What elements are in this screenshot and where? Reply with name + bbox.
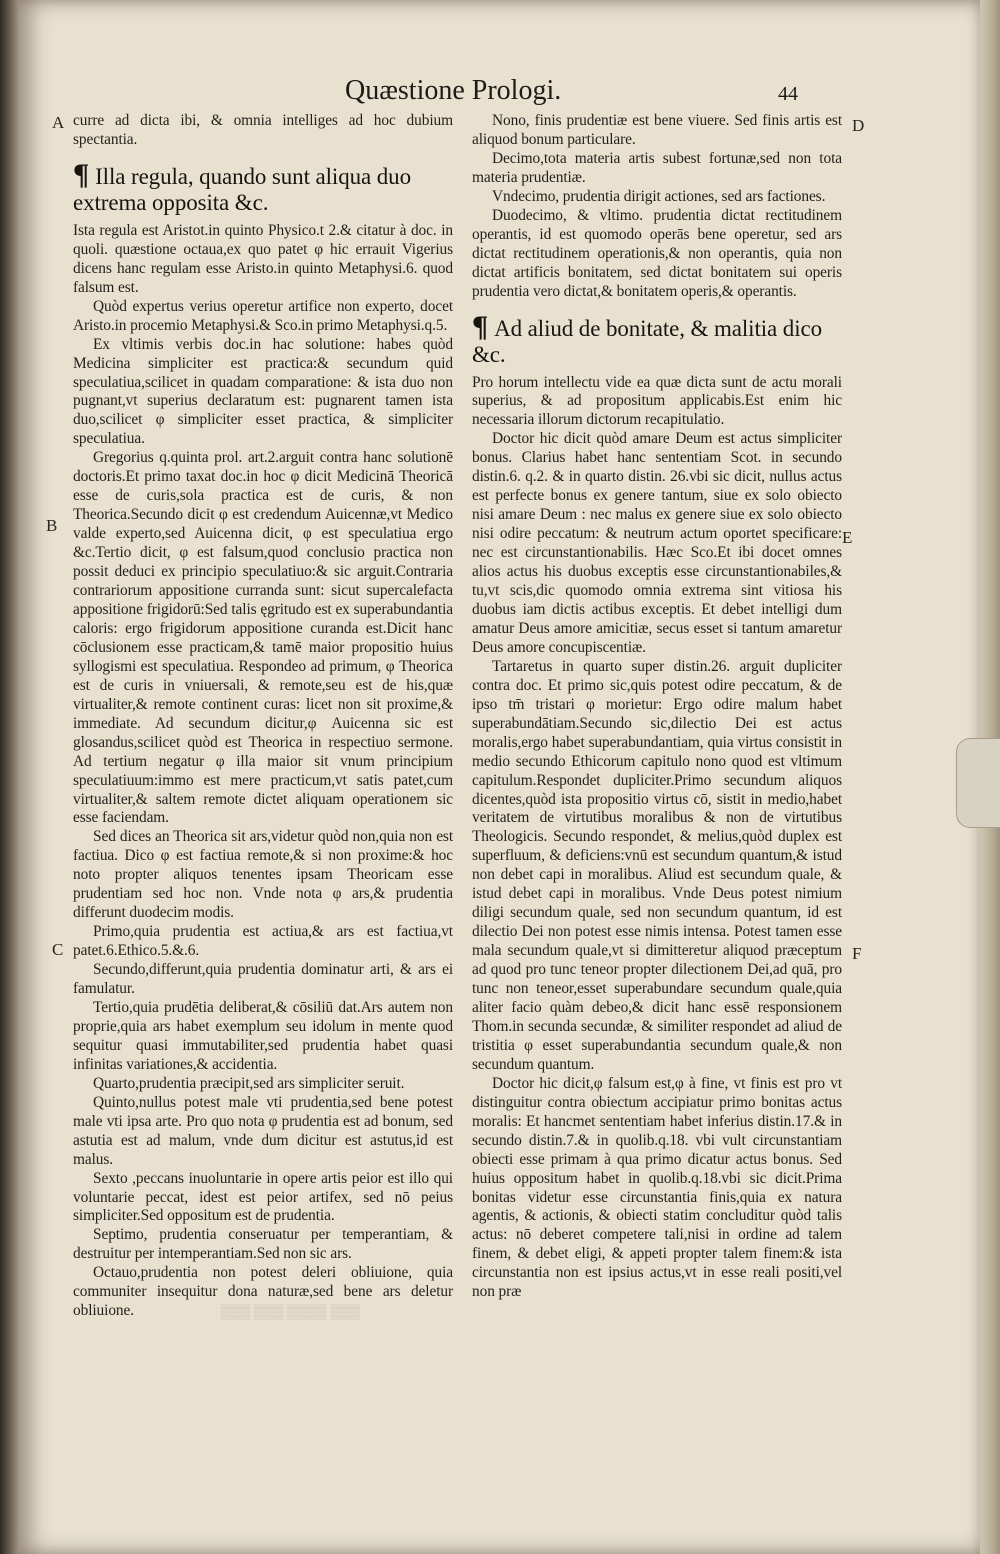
paragraph: Secundo,differunt,quia prudentia dominatur arti, & ars ei famulatur. [73,961,453,998]
margin-mark-e: E [842,528,853,547]
paragraph: Ista regula est Aristot.in quinto Physico.t 2.& citatur à doc. in quoli. quæstione octaua,ex quo patet φ hic errauit Vigerius dicens hanc regulam esse Aristo.in quinto Metaphysi.6. quod falsum est. [73,221,453,296]
paragraph: Pro horum intellectu vide ea quæ dicta sunt de actu morali superius, & ad propositum applicabis.Est enim hic necessaria illorum dictorum recapitulatio. [472,373,842,429]
paragraph: Doctor hic dicit,φ falsum est,φ à fine, vt finis est pro vt distinguitur contra obiectum accipiatur primo bonitas actus moralis: Et hancmet sententiam habet inferius distin.17.& in secundo distin.7.& in quolib.q.18. vbi vult circunstantiam obiecti esse primam à qua primo dicatur actus bonus. Sed huius oppositum habet in quolib.q.18.vbi sic dicit.Prima bonitas videtur esse circunstantia finis,quia ex natura agentis, & actionis, & obiecti statim concluditur quòd talis actus: nō deberet competere tali,nisi in ordine ad talem finem, & debet eligi, & appeti propter talem finem:& ista circunstantia non est ipsius actus,vt in esse reali positi,vel non præ [472,1074,842,1301]
section-lemma [472,309,842,368]
margin-mark-f: F [852,944,862,963]
margin-mark-a: A [52,113,65,132]
paragraph: Tertio,quia prudētia deliberat,& cōsiliū dat.Ars autem non proprie,quia ars habet exemplum seu idolum in mente quod sequitur quasi immutabiliter,sed prudentia habet quasi infinitas variationes,& accidentia. [73,998,453,1073]
paragraph: Nono, finis prudentiæ est bene viuere. Sed finis artis est aliquod bonum particulare. [472,112,842,148]
margin-mark-c: C [52,940,64,959]
paragraph: Doctor hic dicit quòd amare Deum est actus simpliciter bonus. Clarius habet hanc sententiam Scot. in secundo distin.6. q.2. & in quarto distin. 26.vbi sic dicit, nullus actus est perfecte bonus ex genere tantum, siue ex solo obiecto nisi amare Deum : nec malus ex genere siue ex solo obiecto nisi odire peccatum: & neutrum actum oportet specificare: nec est circunstantionabilis. Hæc Sco.Et ibi docet omnes alios actus his duobus exceptis esse circunstantionabiles,& tu,vt scis,dic quomodo omnia extrema sint vitiosa his duobus iam dictis actibus exceptis. Et debet intelligi dum amatur Deus amore amicitiæ, secus esset si tantum amaretur Deus amore concupiscentiæ. [472,430,842,656]
left-text-column [73,112,453,1321]
lemma-text: Illa regula, quando sunt aliqua duo extrema opposita &c. [73,163,411,215]
paragraph: Vndecimo, prudentia dirigit actiones, sed ars factiones. [492,187,826,205]
lemma-text: Ad aliud de bonitate, & malitia dico &c. [472,315,823,367]
paragraph: Ex vltimis verbis doc.in hac solutione: habes quòd Medicina simpliciter est practica:& secundum quid speculatiua,scilicet in quadam comparatione: & ista duo non pugnant,vt superius declaratum est: pugnarent tamen ista duo,scilicet φ simpliciter esset practica, & simpliciter speculatiua. [73,335,453,448]
paragraph: curre ad dicta ibi, & omnia intelliges ad hoc dubium spectantia. [73,112,453,148]
margin-mark-d: D [852,116,865,135]
paragraph: Primo,quia prudentia est actiua,& ars est factiua,vt patet.6.Ethico.5.&.6. [73,923,453,960]
paragraph: Duodecimo, & vltimo. prudentia dictat rectitudinem operantis, id est quomodo operās bene operetur, sed ars dictat rectitudinem operationis,& non operantis, quia non dictat artificis bonitatem, sed dictat bonitatem sui operis prudentia vero dictat,& bonitatem operis,& operantis. [472,206,842,300]
page-tab-marker [956,738,1000,828]
pilcrow-icon: ¶ [472,309,489,343]
paragraph: Quòd expertus verius operetur artifice non experto, docet Aristo.in procemio Metaphysi.& Sco.in primo Metaphysi.q.5. [73,297,453,334]
paragraph: Decimo,tota materia artis subest fortunæ,sed non tota materia prudentiæ. [472,149,842,186]
pilcrow-icon: ¶ [73,157,90,191]
paragraph: Quarto,prudentia præcipit,sed ars simpliciter seruit. [93,1074,405,1092]
paragraph: Quinto,nullus potest male vti prudentia,sed bene potest male vti ipsa arte. Pro quo nota φ prudentia est ad bonum, sed astutia est ad malum, vnde dum dicitur est astutus,id est malus. [73,1093,453,1168]
book-spine-shadow [0,0,18,1554]
section-lemma [73,157,453,216]
right-text-column [472,112,842,1302]
paragraph: Sed dices an Theorica sit ars,videtur quòd non,quia non est factiua. Dico φ est factiua remote,& si non proxime:& hoc noto propter aliquos tenentes ipsam Theoricam esse prudentiam sed hoc non. Vnde nota φ ars,& prudentia differunt duodecim modis. [73,828,453,922]
paragraph: Sexto ,peccans inuoluntarie in opere artis peior est illo qui voluntarie peccat, idest est peior artifex, sed nō peius simpliciter.Sed oppositum est de prudentia. [73,1169,453,1225]
show-through-bleed: ▒▒▒ ▒▒▒▒ ▒▒▒ ▒▒▒ [220,1305,360,1320]
folio-number: 44 [778,83,798,105]
running-header-title: Quæstione Prologi. [345,75,562,106]
paragraph: Octauo,prudentia non potest deleri obliuione, quia communiter insequitur dona naturæ,sed bene ars deletur obliuione. [73,1264,453,1320]
margin-mark-b: B [46,516,58,535]
paragraph: Gregorius q.quinta prol. art.2.arguit contra hanc solutionē doctoris.Et primo taxat doc.in hoc φ dicit Medicinā Theoricā esse de curis,sola practica est de curis, & non Theorica.Secundo dicit φ est credendum Auicennæ,vt Medico valde experto,sed Auicenna dicit, φ est speculatiua ergo &c.Tertio dicit, φ est falsum,quod conclusio practica non possit deduci ex principio speculatiuo:& sic arguit.Contraria contrariorum appositione curranda sunt: sicut supercalefacta appositione frigidorū:Sed talis ęgritudo est ex superabundantia caloris: ergo frigidorum appositione curanda est.Dicit hanc cōclusionem esse practicam,& tamē maior propositio huius syllogismi est speculatiua. Respondeo ad primum, φ Theorica est de curis in vniuersali, & remote,seu est de his,quæ virtualiter,& remote continent curas: licet non sit proxime,& immediate. Ad secundum dicitur,φ Auicenna sic est glosandus,scilicet quòd est Theorica in respectiuo sermone. Ad tertium negatur φ illa maior sit vnum principium speculatiuum:immo est mere practicum,vt satis patet,cum virtualiter,& saltem remote dictet aliquam operationem sic esse faciendam. [73,449,453,827]
paragraph: Tartaretus in quarto super distin.26. arguit dupliciter contra doc. Et primo sic,quis potest odire peccatum, & de ipso tm̄ tristari φ morietur: Ergo odire malum habet superabundātiam.Secundo sic,dilectio Dei est actus moralis,ergo habet superabundantiam, quia virtus consistit in medio secundo Ethicorum capitulo nono quod est vltimum capitulum.Respondet dupliciter.Primo secundum aliquos dicentes,quòd ista propositio virtus cō, sistit in medio,habet veritatem de virtutibus moralibus & non de virtutibus Theologicis. Secundo respondet, & melius,quòd duplex est superfluum, & deficiens:vnū est secundum quantum,& istud non debet capi in moralibus. Aliud est secundum quale, & istud debet capi in moralibus. Vnde Deus potest nimium diligi secundum quale, sed non secundum quantum, id est dilectio Dei non potest esse nimis intensa. Potest tamen esse mala secundum quale,vt si dimitteretur aliquod præceptum ad quod pro tunc teneor propter dilectionem Dei,ad quā, pro tunc non teneor,esset superabundare secundum quale,quia aliter facio quàm debeo,& dicit hanc essē responsionem Thom.in secunda secundæ, & similiter respondet ad aliud de tristitia φ esset superabundantia secundum quale,& non secundum quantum. [472,657,842,1073]
paragraph: Septimo, prudentia conseruatur per temperantiam, & destruitur per intemperantiam.Sed non sic ars. [73,1226,453,1263]
